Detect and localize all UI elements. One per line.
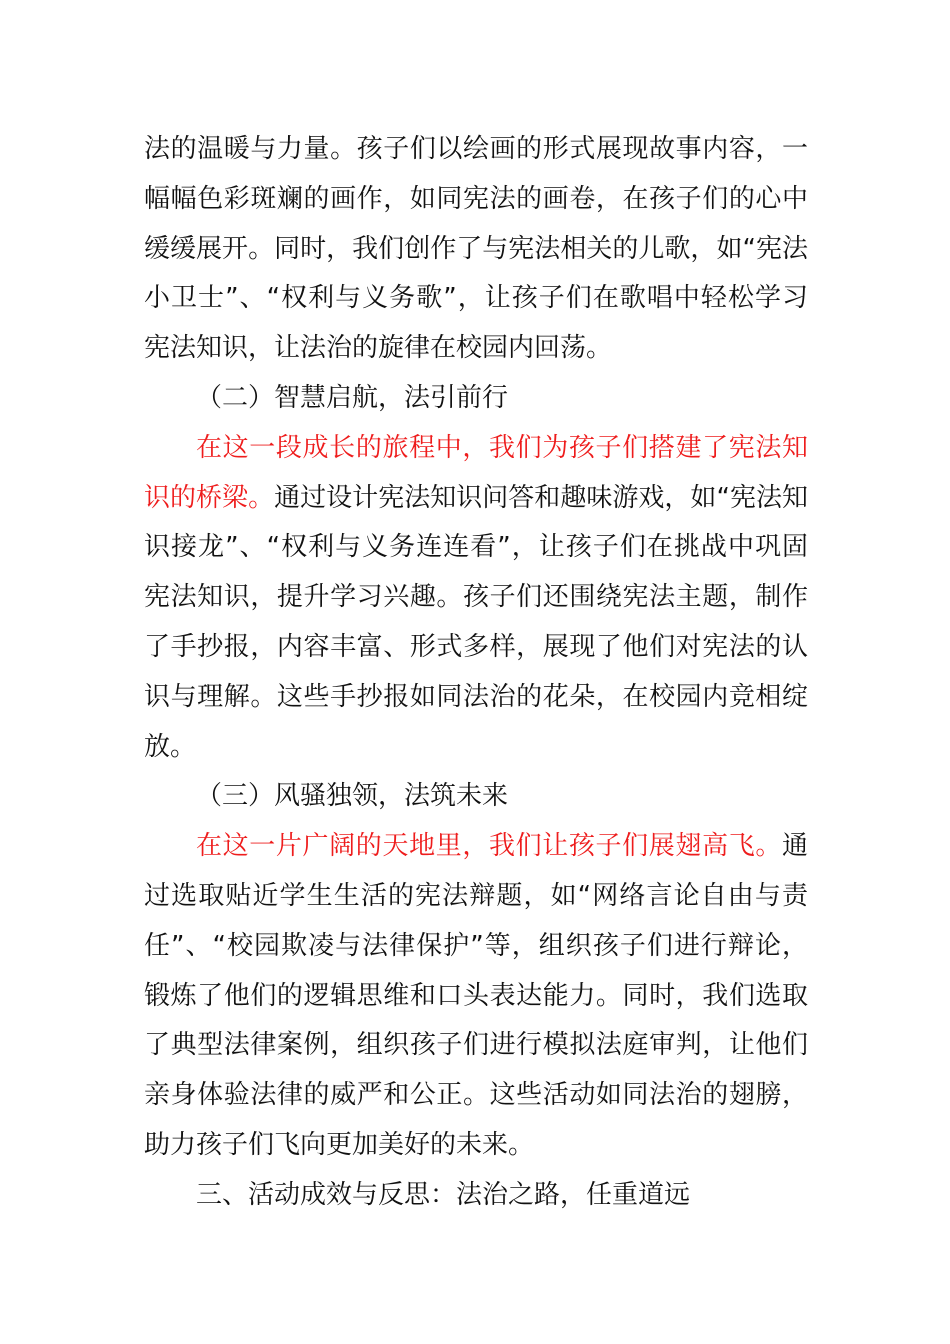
- document-body: [144, 125, 808, 1221]
- subheading-2: （二）智慧启航，法引前行: [196, 382, 509, 413]
- section-3-heading: 三、活动成效与反思：法治之路，任重道远: [196, 1179, 691, 1210]
- subheading-3: （三）风骚独领，法筑未来: [196, 781, 509, 812]
- paragraph-2-highlight: 在这一段成长的旅程中，我们为孩子们搭建了宪法知识的桥梁。: [144, 432, 808, 513]
- paragraph-2-text: 通过设计宪法知识问答和趣味游戏，如“宪法知识接龙”、“权利与义务连连看”，让孩子们在挑战中巩固宪法知识，提升学习兴趣。孩子们还围绕宪法主题，制作了手抄报，内容丰富、形式多样，展现了他们对宪法的认识与理解。这些手抄报如同法治的花朵，在校园内竞相绽放。: [144, 482, 808, 762]
- paragraph-1: 法的温暖与力量。孩子们以绘画的形式展现故事内容，一幅幅色彩斑斓的画作，如同宪法的画卷，在孩子们的心中缓缓展开。同时，我们创作了与宪法相关的儿歌，如“宪法小卫士”、“权利与义务歌”，让孩子们在歌唱中轻松学习宪法知识，让法治的旋律在校园内回荡。: [144, 134, 808, 364]
- paragraph-3-highlight: 在这一片广阔的天地里，我们让孩子们展翅高飞。: [196, 831, 782, 862]
- paragraph-2: [144, 424, 808, 773]
- paragraph-3-text: 通过选取贴近学生生活的宪法辩题，如“网络言论自由与责任”、“校园欺凌与法律保护”等，组织孩子们进行辩论，锻炼了他们的逻辑思维和口头表达能力。同时，我们选取了典型法律案例，组织孩子们进行模拟法庭审判，让他们亲身体验法律的威严和公正。这些活动如同法治的翅膀，助力孩子们飞向更加美好的未来。: [144, 831, 808, 1160]
- paragraph-3: [144, 822, 808, 1171]
